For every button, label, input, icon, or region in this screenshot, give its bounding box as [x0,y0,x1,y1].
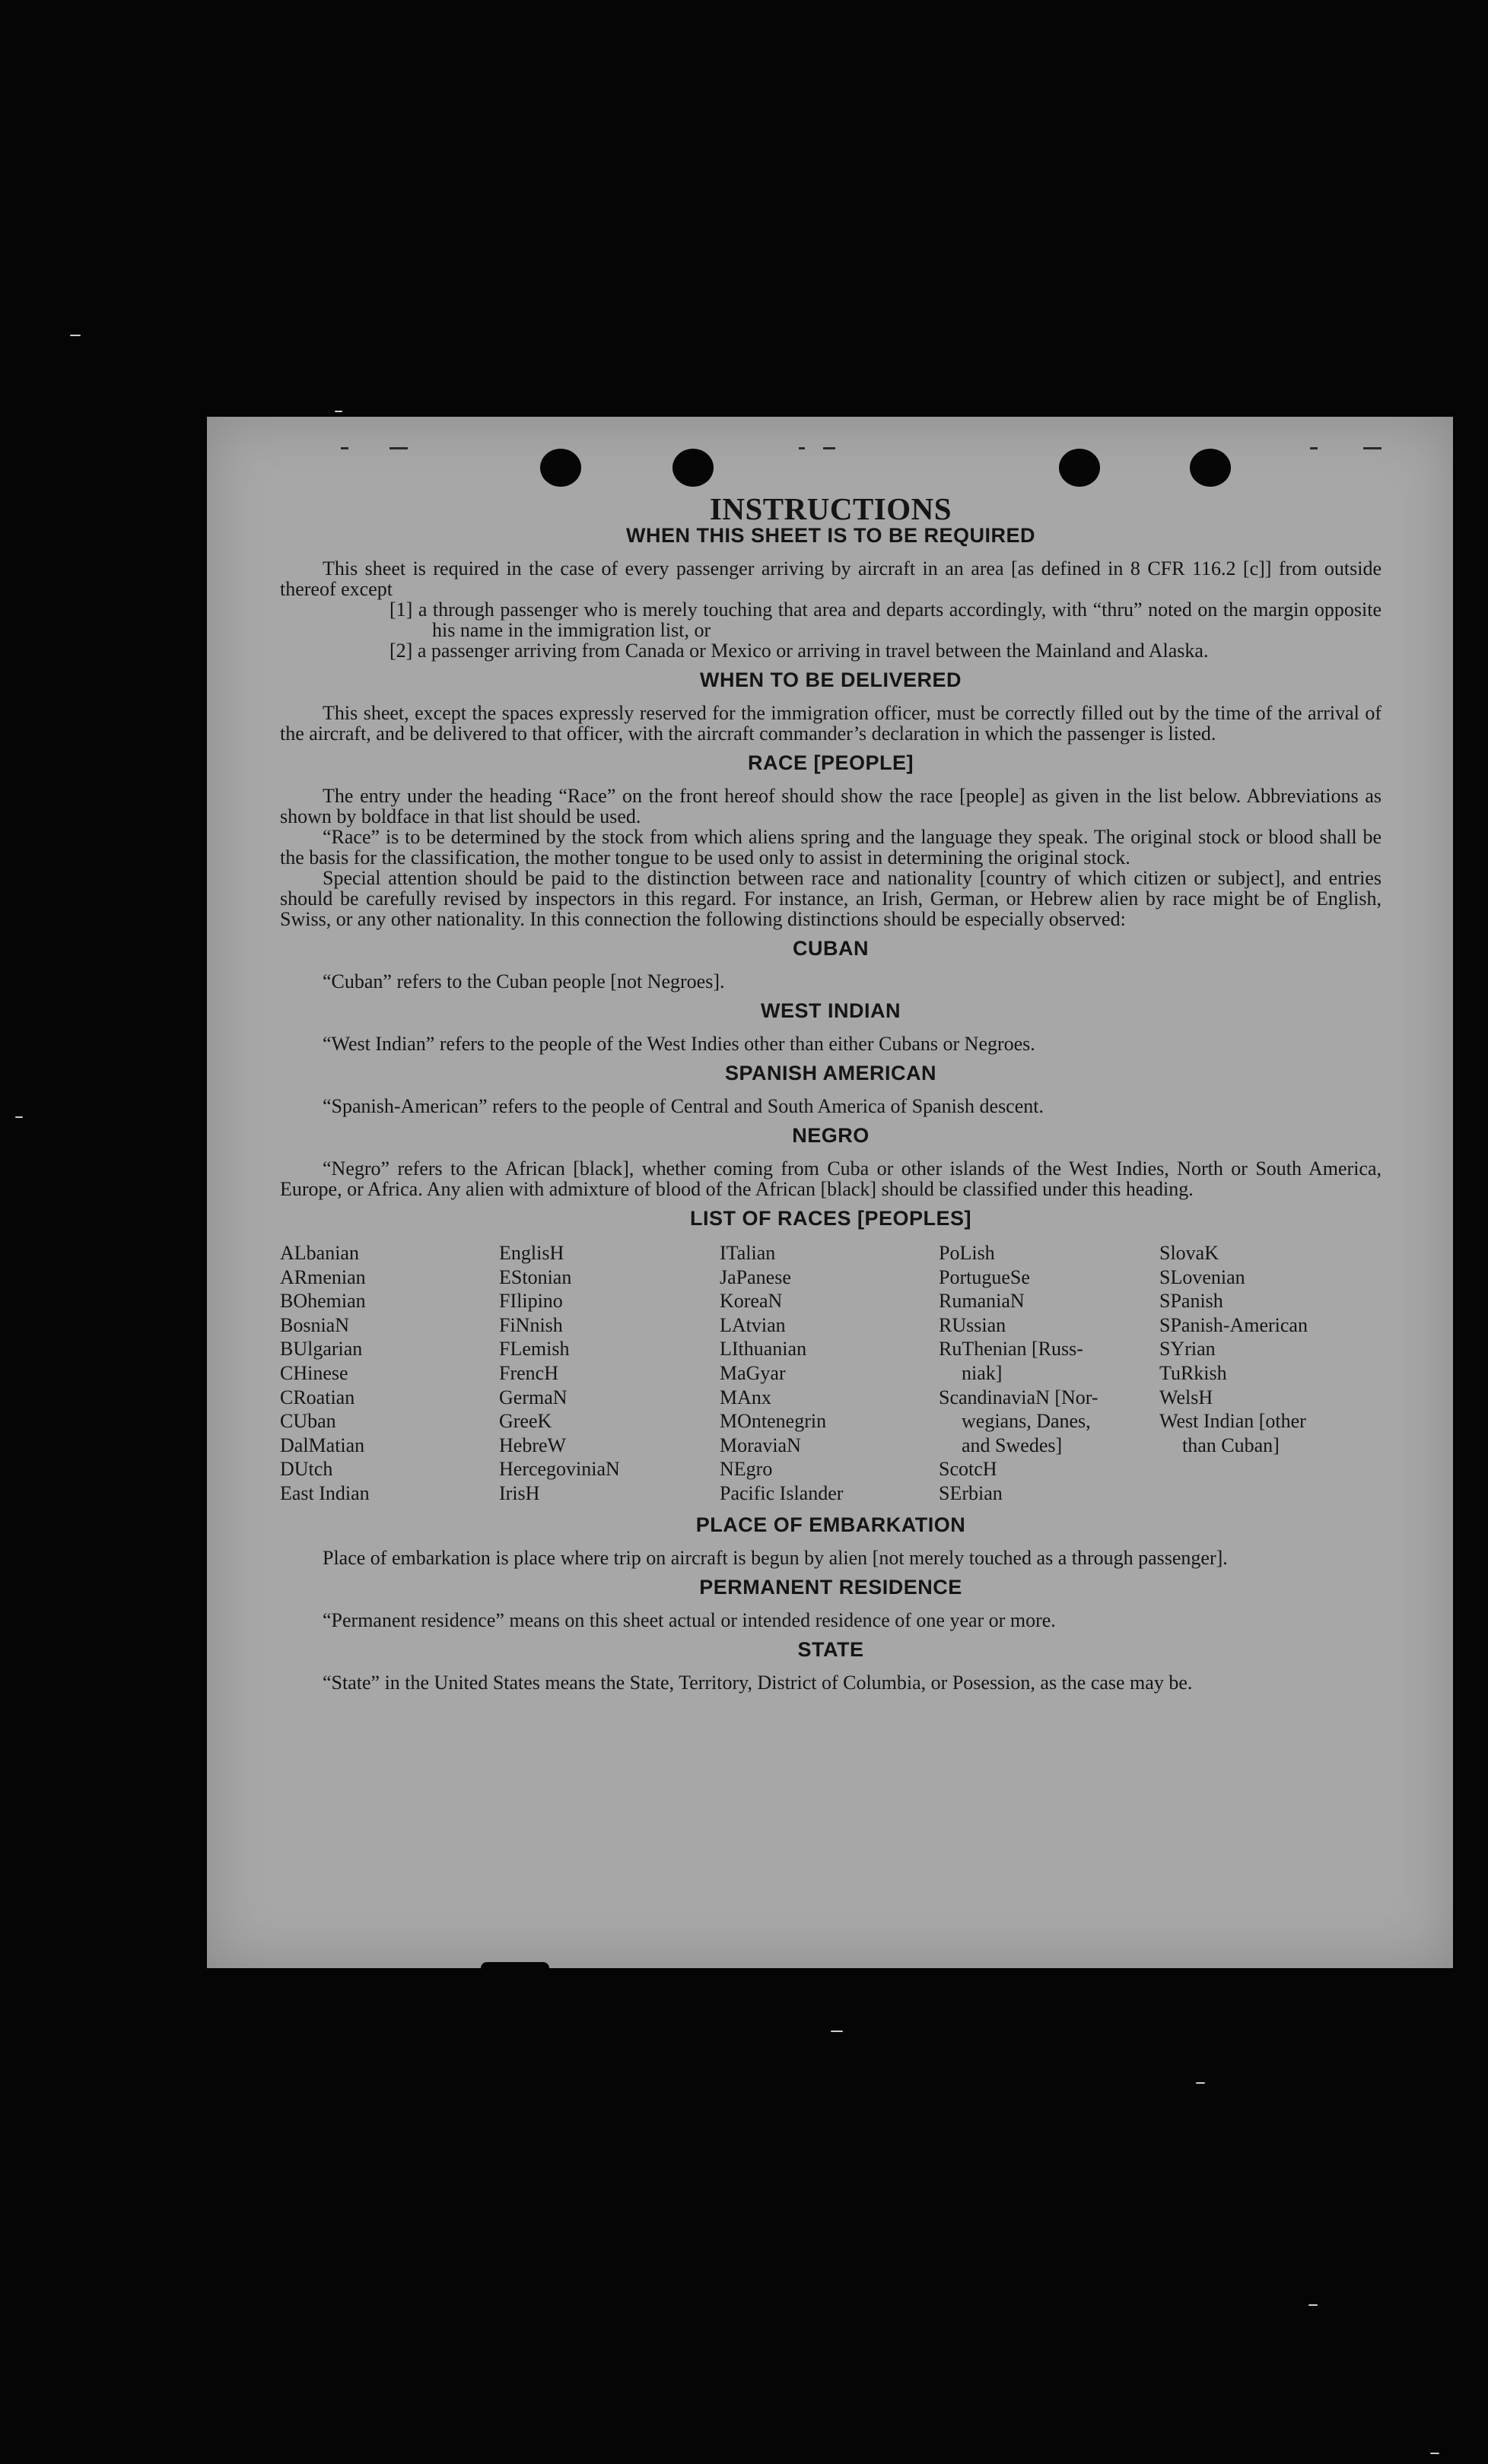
race-entry: KoreaN [720,1290,783,1313]
race-entry: BosniaN [280,1313,349,1336]
document-page [207,417,1453,1968]
race-entry: FIlipino [499,1290,563,1313]
scan-mark [341,447,348,449]
race-entry: ScandinaviaN [Nor- [939,1386,1099,1408]
heading-when-delivered: WHEN TO BE DELIVERED [699,668,962,691]
scan-speck [335,411,342,412]
negro-text: “Negro” refers to the African [black], whether coming from Cuba or other islands of the West Indies, North or South America, Europe, or Africa. Any alien with admixture of blood of the African [black] should be classified under this heading. [280,1157,1381,1200]
delivered-text: This sheet, except the spaces expressly reserved for the immigration officer, must be correctly filled out by the time of the arrival of the aircraft, and be delivered to that officer, with the aircraft commander’s declaration in which the passenger is listed. [280,702,1381,745]
required-intro: This sheet is required in the case of every passenger arriving by aircraft in an area [as defined in 8 CFR 116.2 [c]] from outside thereof except [280,557,1381,600]
heading-spanish-american: SPANISH AMERICAN [724,1062,936,1084]
scan-speck [1196,2082,1205,2084]
race-entry: ITalian [720,1242,776,1264]
races-list [280,1241,1381,1506]
race-paragraph-3: Special attention should be paid to the distinction between race and nationality [country of which citizen or subject], and entries should be carefully revised by inspectors in this regard. For instance, an Irish, German, or Hebrew alien by race might be of English, Swiss, or any other nationality. In this connection the following distinctions should be especially observed: [280,867,1381,930]
race-entry: SLovenian [1159,1265,1245,1288]
spanish-american-text: “Spanish-American” refers to the people of Central and South America of Spanish descent. [323,1095,1044,1117]
heading-negro: NEGRO [792,1124,870,1147]
heading-race: RACE [PEOPLE] [747,751,914,774]
race-entry: EnglisH [499,1242,564,1264]
scan-speck [831,2031,843,2032]
race-entry: BUlgarian [280,1338,363,1361]
race-entry: NEgro [720,1458,773,1481]
punch-hole [1190,449,1231,487]
race-entry: SPanish [1159,1290,1223,1313]
race-entry: ScotcH [939,1458,997,1481]
race-entry: WelsH [1159,1386,1213,1408]
race-entry: SPanish-American [1159,1313,1308,1336]
cuban-text: “Cuban” refers to the Cuban people [not Negroes]. [323,970,725,992]
race-entry: IrisH [499,1481,540,1504]
race-entry: HercegoviniaN [499,1458,620,1481]
race-entry-continuation: than Cuban] [1182,1434,1280,1456]
race-entry: FLemish [499,1338,570,1361]
race-entry: MoraviaN [720,1434,801,1456]
heading-list-of-races: LIST OF RACES [PEOPLES] [689,1207,972,1230]
race-entry: GermaN [499,1386,568,1408]
page-notch [481,1962,549,1973]
race-entry: CRoatian [280,1386,355,1408]
race-entry: ARmenian [280,1265,366,1288]
scan-speck [70,335,81,336]
punch-hole [1059,449,1100,487]
race-entry: FrencH [499,1361,558,1384]
race-paragraph-1: The entry under the heading “Race” on the front hereof should show the race [people] as given in the list below. Abbreviations as shown by boldface in that list should be used. [280,785,1381,827]
punch-hole [672,449,714,487]
race-entry: DUtch [280,1458,333,1481]
heading-permanent-residence: PERMANENT RESIDENCE [699,1575,962,1599]
west-indian-text: “West Indian” refers to the people of the West Indies other than either Cubans or Negroes. [323,1033,1035,1055]
heading-when-required: WHEN THIS SHEET IS TO BE REQUIRED [625,524,1036,547]
scan-speck [15,1116,23,1118]
race-entry: West Indian [other [1159,1410,1306,1433]
page-title: INSTRUCTIONS [709,491,952,526]
races-column-3 [720,1241,939,1506]
residence-text: “Permanent residence” means on this sheet actual or intended residence of one year or more. [323,1608,1056,1631]
scan-mark [1310,447,1318,449]
heading-cuban: CUBAN [793,937,869,960]
race-entry: PortugueSe [939,1265,1030,1288]
scan-mark [389,447,408,449]
race-entry: ALbanian [280,1242,359,1264]
race-paragraph-2: “Race” is to be determined by the stock from which aliens spring and the language they speak. The original stock or blood shall be the basis for the classification, the mother tongue to be used only to assist in determining the original stock. [280,826,1381,868]
race-entry-continuation: and Swedes] [962,1434,1063,1456]
race-entry: RUssian [939,1313,1006,1336]
race-entry: DalMatian [280,1434,365,1456]
race-entry: HebreW [499,1434,567,1456]
heading-state: STATE [797,1637,864,1661]
race-entry: MOntenegrin [720,1410,827,1433]
race-entry: CUban [280,1410,336,1433]
required-item-2: [2] a passenger arriving from Canada or Mexico or arriving in travel between the Mainland and Alaska. [389,640,1209,662]
scan-speck [1430,2453,1439,2454]
race-entry-continuation: niak] [962,1361,1003,1384]
race-entry: RumaniaN [939,1290,1025,1313]
race-entry: GreeK [499,1410,552,1433]
race-entry-continuation: wegians, Danes, [962,1410,1091,1433]
race-entry: SErbian [939,1481,1003,1504]
race-entry: TuRkish [1159,1361,1227,1384]
races-column-4 [939,1241,1159,1506]
required-item-1: [1] a through passenger who is merely touching that area and departs accordingly, with “thru” noted on the margin opposite his name in the immigration list, or [389,599,1381,641]
race-entry: JaPanese [720,1265,791,1288]
heading-west-indian: WEST INDIAN [761,999,901,1022]
races-column-1 [280,1241,499,1506]
race-entry: LAtvian [720,1313,786,1336]
race-entry: PoLish [939,1242,995,1264]
scan-speck [1308,2304,1318,2306]
instructions-body [280,491,1381,1694]
race-entry: SYrian [1159,1338,1216,1361]
punch-hole [540,449,581,487]
race-entry: RuThenian [Russ- [939,1338,1083,1361]
race-entry: MAnx [720,1386,771,1408]
race-entry: Pacific Islander [720,1481,844,1504]
races-column-2 [499,1241,720,1506]
state-text: “State” in the United States means the State, Territory, District of Columbia, or Posession, as the case may be. [323,1671,1193,1694]
race-entry: FiNnish [499,1313,563,1336]
race-entry: EStonian [499,1265,572,1288]
race-entry: East Indian [280,1481,370,1504]
heading-place-of-embarkation: PLACE OF EMBARKATION [695,1513,966,1536]
race-entry: BOhemian [280,1290,366,1313]
scan-mark [823,447,835,449]
scan-mark [799,447,805,449]
scan-mark [1363,447,1381,449]
race-entry: LIthuanian [720,1338,807,1361]
race-entry: MaGyar [720,1361,786,1384]
embarkation-text: Place of embarkation is place where trip on aircraft is begun by alien [not merely touched as a through passenger]. [323,1546,1228,1569]
race-entry: SlovaK [1159,1242,1219,1264]
races-column-5 [1159,1241,1381,1506]
race-entry: CHinese [280,1361,348,1384]
